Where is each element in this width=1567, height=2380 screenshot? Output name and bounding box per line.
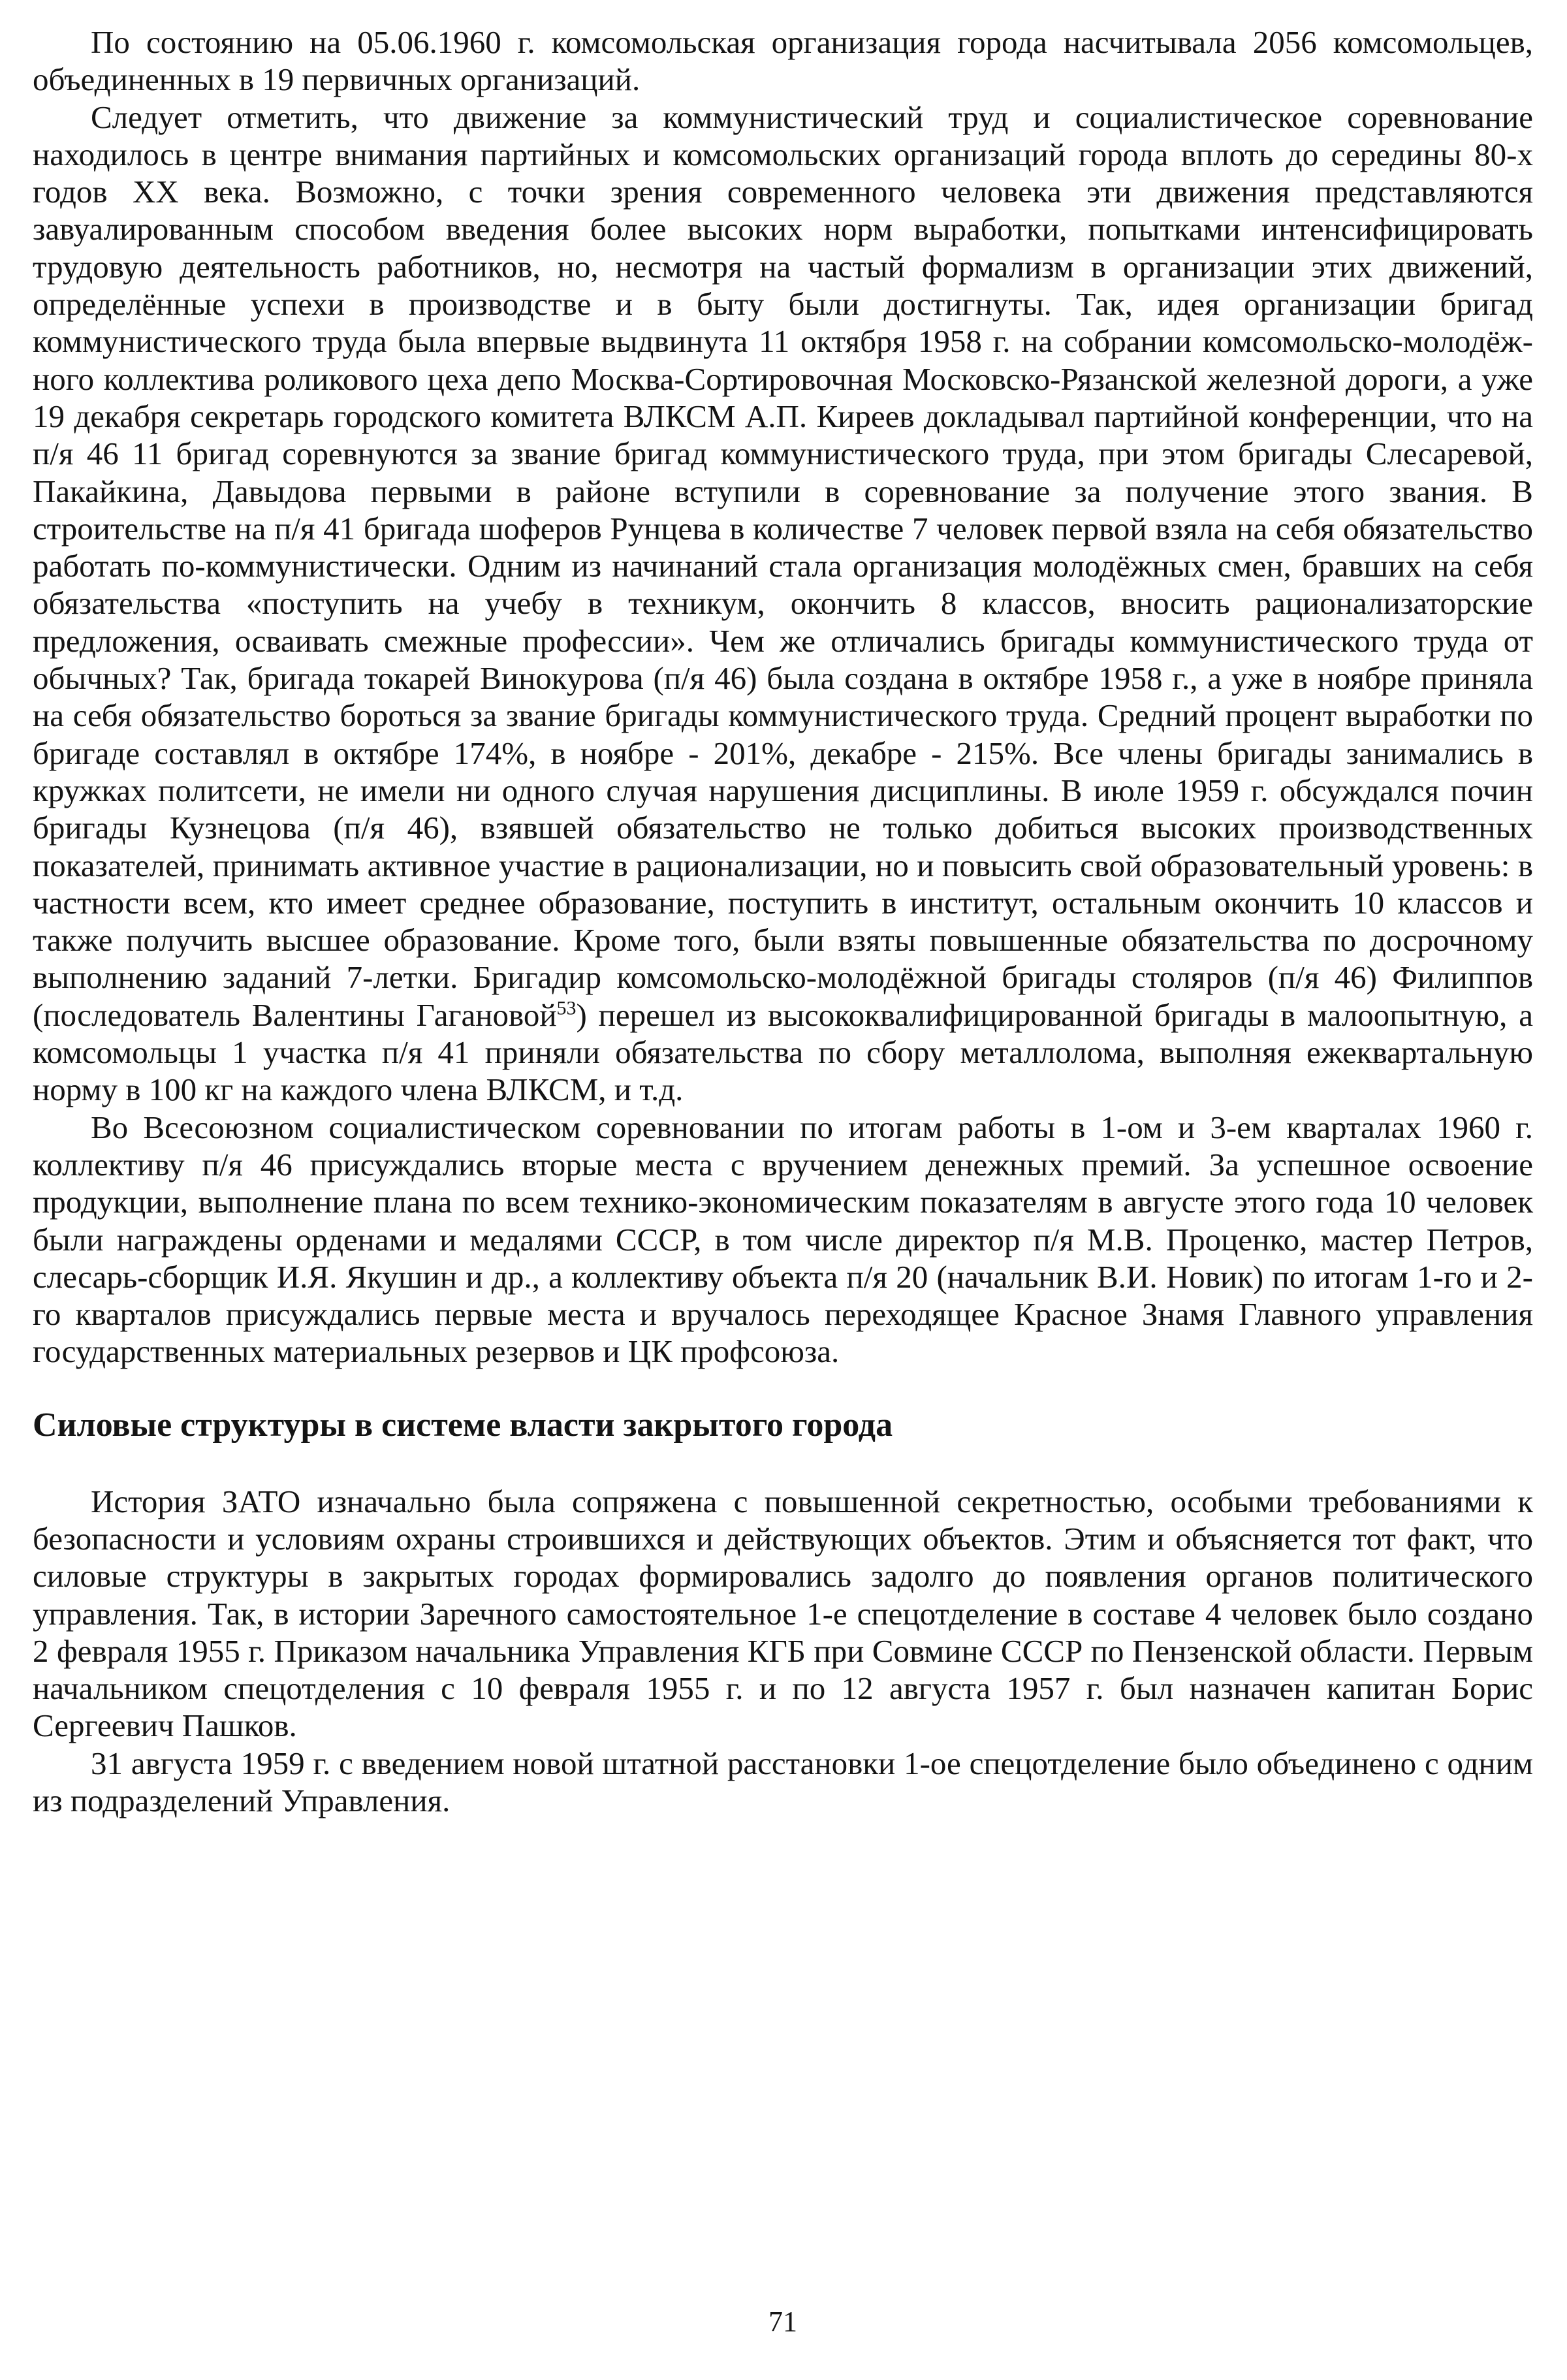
paragraph-communist-labor (33, 99, 1533, 1109)
paragraph-socialist-competition: Во Всесоюзном социалистическом соревновании по итогам работы в 1-ом и 3-ем кварталах 1960 г. коллективу п/я 46 присуждались вторые места с вручением денежных премий. За успешное освоение продукции, выполнение плана по всем технико-экономическим показателям в августе этого года 10 человек были награждены орденами и медалями СССР, в том числе директор п/я М.В. Проценко, мастер Петров, слесарь-сборщик И.Я. Якушин и др., а коллективу объекта п/я 20 (начальник В.И. Новик) по итогам 1-го и 2-го кварталов присуждались первые места и вручалось переходящее Красное Знамя Главного управления государственных материальных резервов и ЦК профсоюза. (33, 1109, 1533, 1370)
footnote-reference[interactable]: 53 (556, 997, 577, 1019)
paragraph-communist-labor-body: Следует отметить, что движение за коммунистический труд и социалистическое соревнование находилось в центре внимания партийных и комсомольских организаций города вплоть до середины 80-х годов XX века. Возможно, с точки зрения современного человека эти движения представляются завуалированным способом введения более высоких норм выработки, попытками интенсифицировать трудовую деятельность работников, но, несмотря на частый формализм в организации этих движений, определённые успехи в производстве и в быту были достигнуты. Так, идея организации бригад коммунистического труда была впервые выдвинута 11 октября 1958 г. на собрании комсомольско-молодёжного коллектива роликового цеха депо Москва-Сортировочная Московско-Рязанской железной дороги, а уже 19 декабря секретарь городского комитета ВЛКСМ А.П. Киреев докладывал партийной конференции, что на п/я 46 11 бригад соревнуются за звание бригад коммунистического труда, при этом бригады Слесаревой, Пакайкина, Давыдова первыми в районе вступили в соревнование за получение этого звания. В строительстве на п/я 41 бригада шоферов Рунцева в количестве 7 человек первой взяла на себя обязательство работать по-коммунистически. Одним из начинаний стала организация молодёжных смен, бравших на себя обязательства «поступить на учебу в техникум, окончить 8 классов, вносить рационализаторские предложения, осваивать смежные профессии». Чем же отличались бригады коммунистического труда от обычных? Так, бригада токарей Винокурова (п/я 46) была создана в октябре 1958 г., а уже в ноябре приняла на себя обязательство бороться за звание бригады коммунистического труда. Средний процент выработки по бригаде составлял в октябре 174%, в ноябре - 201%, декабре - 215%. Все члены бригады занимались в кружках политсети, не имели ни одного случая нарушения дисциплины. В июле 1959 г. обсуждался почин бригады Кузнецова (п/я 46), взявшей обязательство не только добиться высоких производственных показателей, принимать активное участие в рационализации, но и повысить свой образовательный уровень: в частности всем, кто имеет среднее образование, поступить в институт, остальным окончить 10 классов и также получить высшее образование. Кроме того, были взяты повышенные обязательства по досрочному выполнению заданий 7-летки. Бригадир комсомольско-молодёжной бригады столяров (п/я 46) Филиппов (последователь Валентины Гагановой (33, 99, 1533, 1033)
paragraph-communist-labor-tail: ) перешел из высококвалифицированной бригады в малоопытную, а комсомольцы 1 участка п/я 41 приняли обязательства по сбору металлолома, выполняя ежеквартальную норму в 100 кг на каждого члена ВЛКСМ, и т.д. (33, 996, 1533, 1108)
page-number: 71 (768, 2306, 797, 2338)
paragraph-komsomol-count: По состоянию на 05.06.1960 г. комсомольская организация города насчитывала 2056 комсомольцев, объединенных в 19 первичных организаций. (33, 24, 1533, 98)
section-heading: Силовые структуры в системе власти закрытого города (33, 1406, 893, 1444)
document-page (33, 24, 1533, 2355)
paragraph-special-department: 31 августа 1959 г. с введением новой штатной расстановки 1-ое спецотделение было объединено с одним из подразделений Управления. (33, 1745, 1533, 1819)
paragraph-zato-history: История ЗАТО изначально была сопряжена с повышенной секретностью, особыми требованиями к безопасности и условиям охраны строившихся и действующих объектов. Этим и объясняется тот факт, что силовые структуры в закрытых городах формировались задолго до появления органов политического управления. Так, в истории Заречного самостоятельное 1-е спецотделение в составе 4 человек было создано 2 февраля 1955 г. Приказом начальника Управления КГБ при Совмине СССР по Пензенской области. Первым начальником спецотделения с 10 февраля 1955 г. и по 12 августа 1957 г. был назначен капитан Борис Сергеевич Пашков. (33, 1483, 1533, 1744)
